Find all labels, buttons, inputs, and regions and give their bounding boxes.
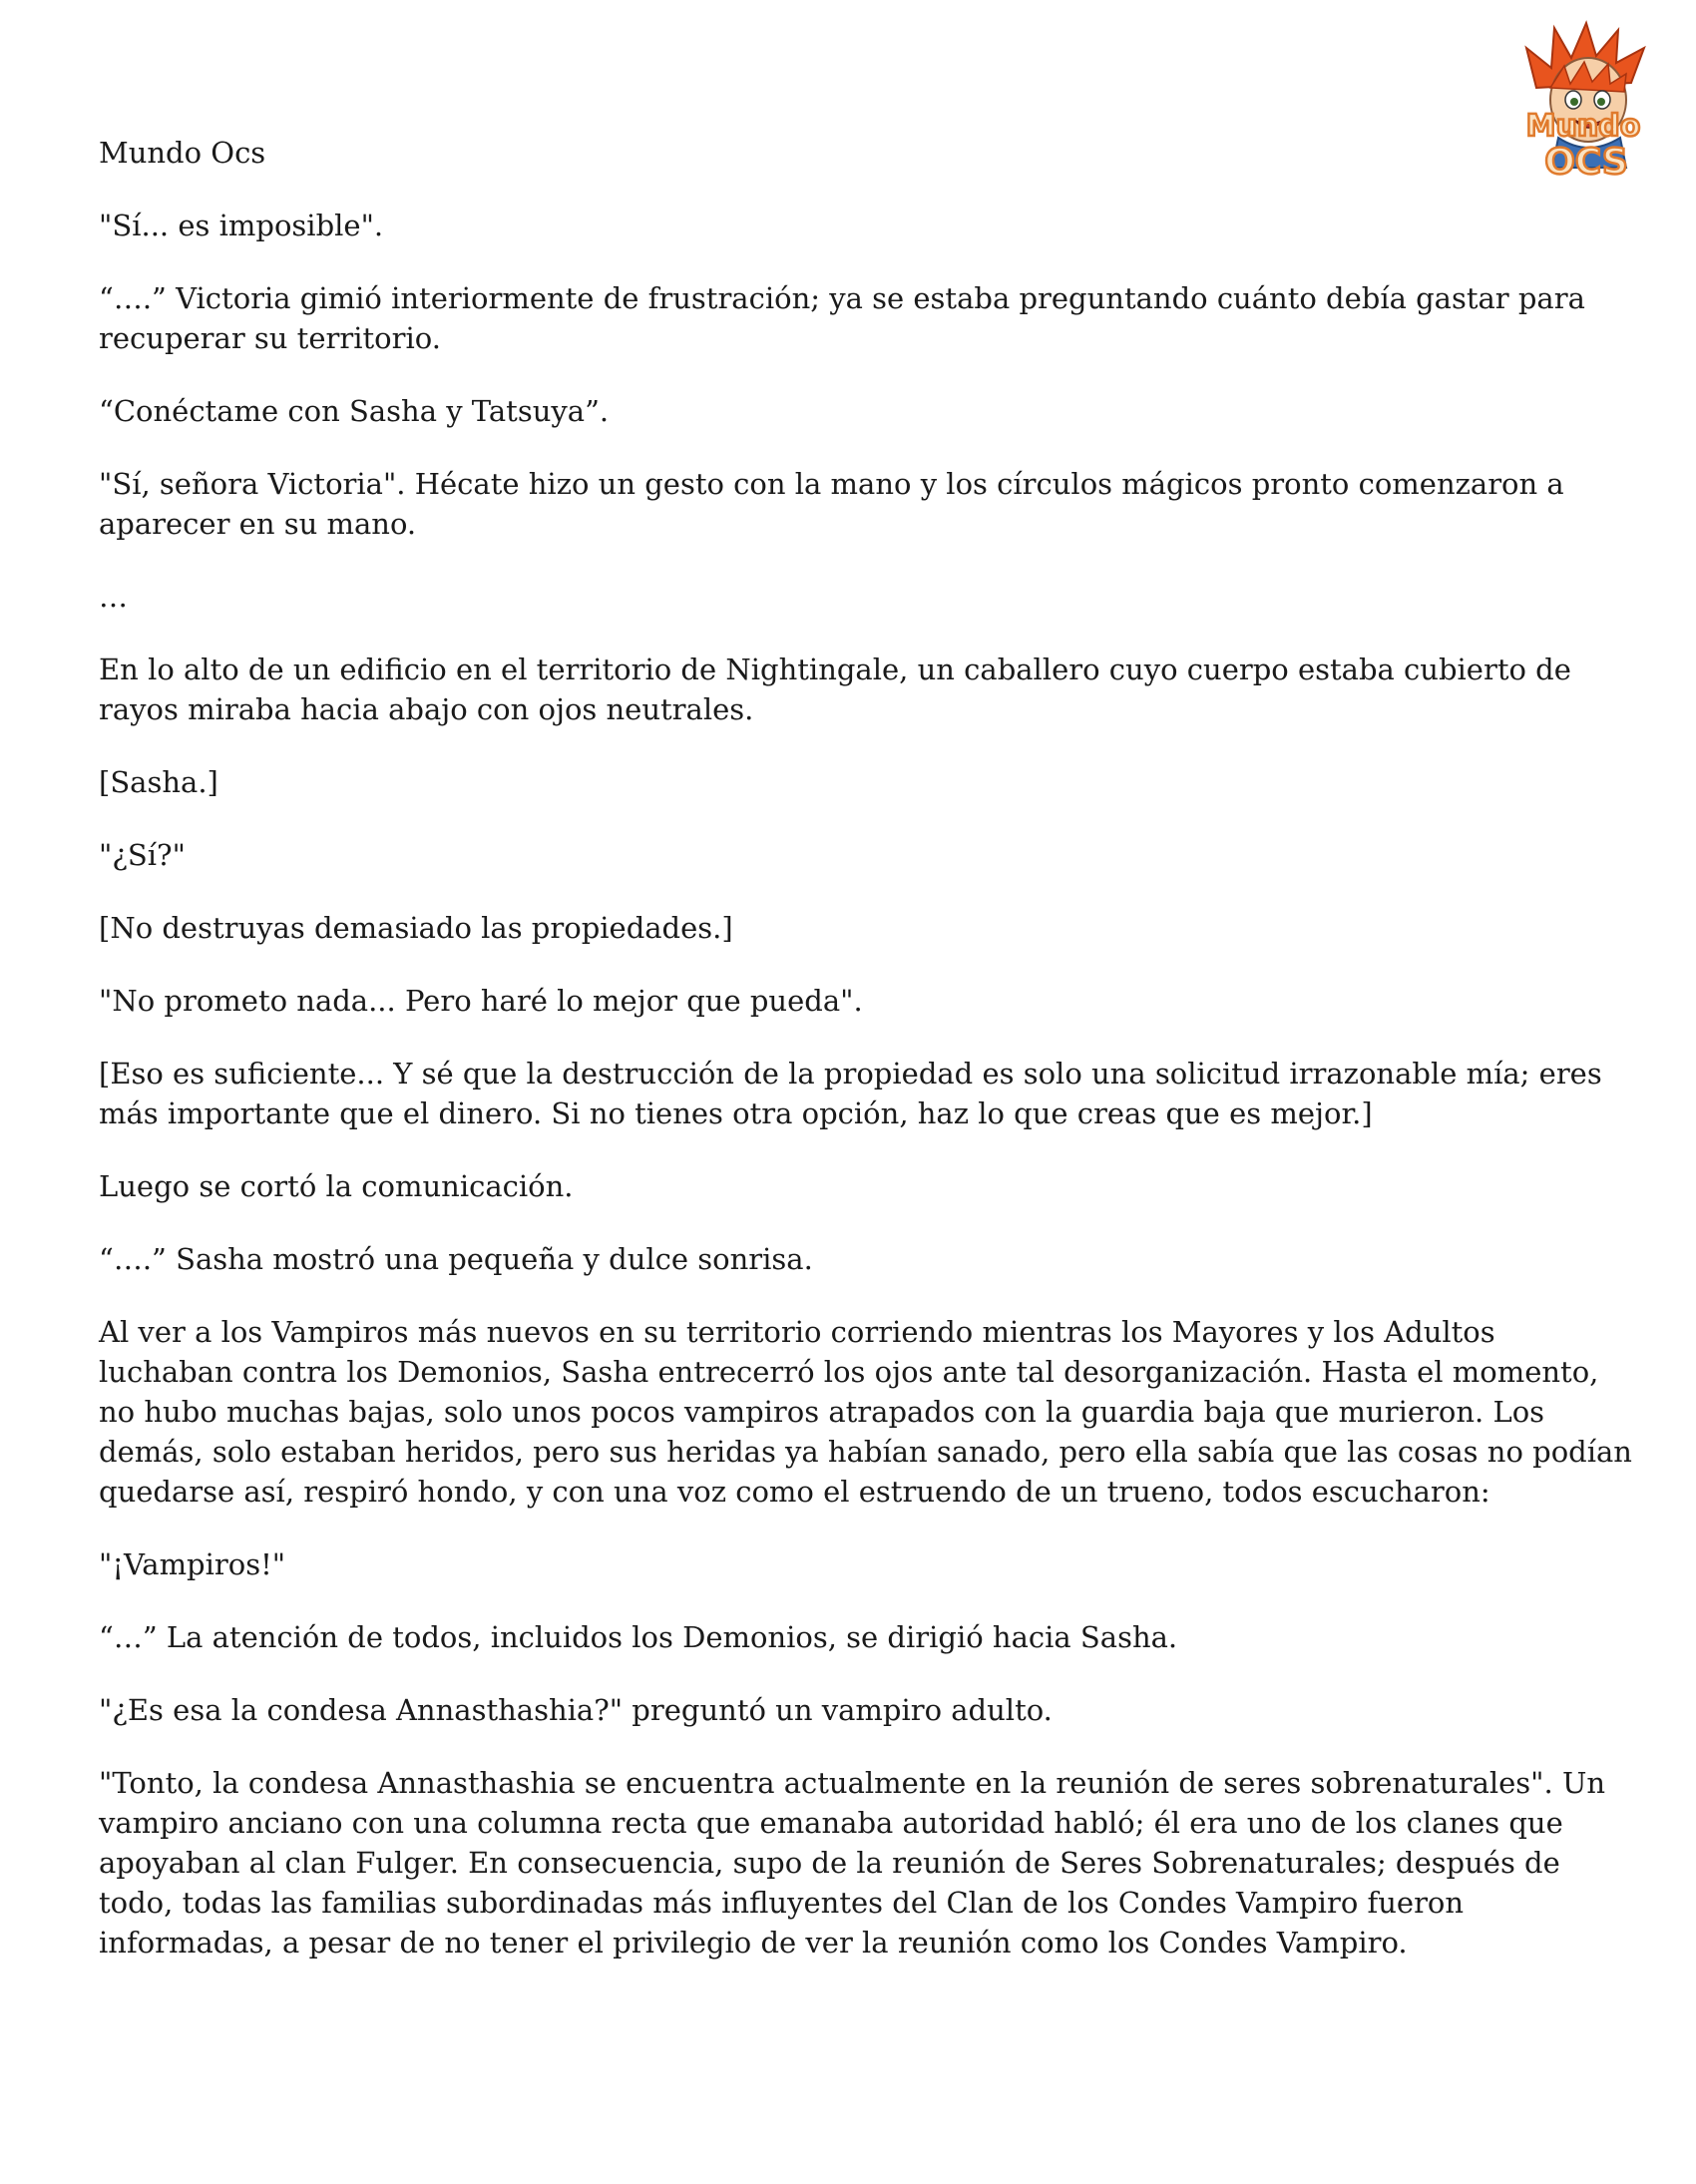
paragraph: "¿Es esa la condesa Annasthashia?" preguntó un vampiro adulto. — [99, 1693, 1053, 1727]
paragraph: "¡Vampiros!" — [99, 1547, 286, 1581]
paragraph: “….” Victoria gimió interiormente de frustración; ya se estaba preguntando cuánto debía gastar para recuperar su territorio. — [99, 281, 1585, 355]
paragraph: [Sasha.] — [99, 765, 218, 799]
paragraph: Al ver a los Vampiros más nuevos en su territorio corriendo mientras los Mayores y los Adultos luchaban contra los Demonios, Sasha entrecerró los ojos ante tal desorganización. Hasta el momento, no hubo muchas bajas, solo unos pocos vampiros atrapados con la guardia baja que murieron. Los demás, solo estaban heridos, pero sus heridas ya habían sanado, pero ella sabía que las cosas no podían quedarse así, respiró hondo, y con una voz como el estruendo de un trueno, todos escucharon: — [99, 1315, 1632, 1509]
paragraph: "¿Sí?" — [99, 838, 186, 872]
paragraph: [No destruyas demasiado las propiedades.] — [99, 911, 733, 945]
paragraph: "Sí, señora Victoria". Hécate hizo un gesto con la mano y los círculos mágicos pronto comenzaron a aparecer en su mano. — [99, 467, 1564, 541]
paragraph: “….” Sasha mostró una pequeña y dulce sonrisa. — [99, 1242, 813, 1276]
paragraph: "Sí... es imposible". — [99, 209, 384, 242]
paragraph: "No prometo nada... Pero haré lo mejor que pueda". — [99, 984, 863, 1018]
svg-text:Mundo: Mundo — [1525, 109, 1641, 144]
paragraph: “…” La atención de todos, incluidos los Demonios, se dirigió hacia Sasha. — [99, 1620, 1178, 1654]
paragraph: [Eso es suficiente... Y sé que la destrucción de la propiedad es solo una solicitud irrazonable mía; eres más importante que el dinero. Si no tienes otra opción, haz lo que creas que es mejor.] — [99, 1057, 1602, 1130]
document-title: Mundo Ocs — [99, 136, 266, 170]
paragraph: En lo alto de un edificio en el territorio de Nightingale, un caballero cuyo cuerpo estaba cubierto de rayos miraba hacia abajo con ojos neutrales. — [99, 653, 1571, 726]
document-body — [99, 133, 1635, 1995]
svg-text:OCS: OCS — [1544, 142, 1628, 183]
paragraph: “Conéctame con Sasha y Tatsuya”. — [99, 394, 610, 428]
paragraph: "Tonto, la condesa Annasthashia se encuentra actualmente en la reunión de seres sobrenaturales". Un vampiro anciano con una columna recta que emanaba autoridad habló; él era uno de los clanes que apoyaban al clan Fulger. En consecuencia, supo de la reunión de Seres Sobrenaturales; después de todo, todas las familias subordinadas más influyentes del Clan de los Condes Vampiro fueron informadas, a pesar de no tener el privilegio de ver la reunión como los Condes Vampiro. — [99, 1766, 1606, 1960]
paragraph: Luego se cortó la comunicación. — [99, 1169, 574, 1203]
scene-break: … — [99, 580, 128, 614]
